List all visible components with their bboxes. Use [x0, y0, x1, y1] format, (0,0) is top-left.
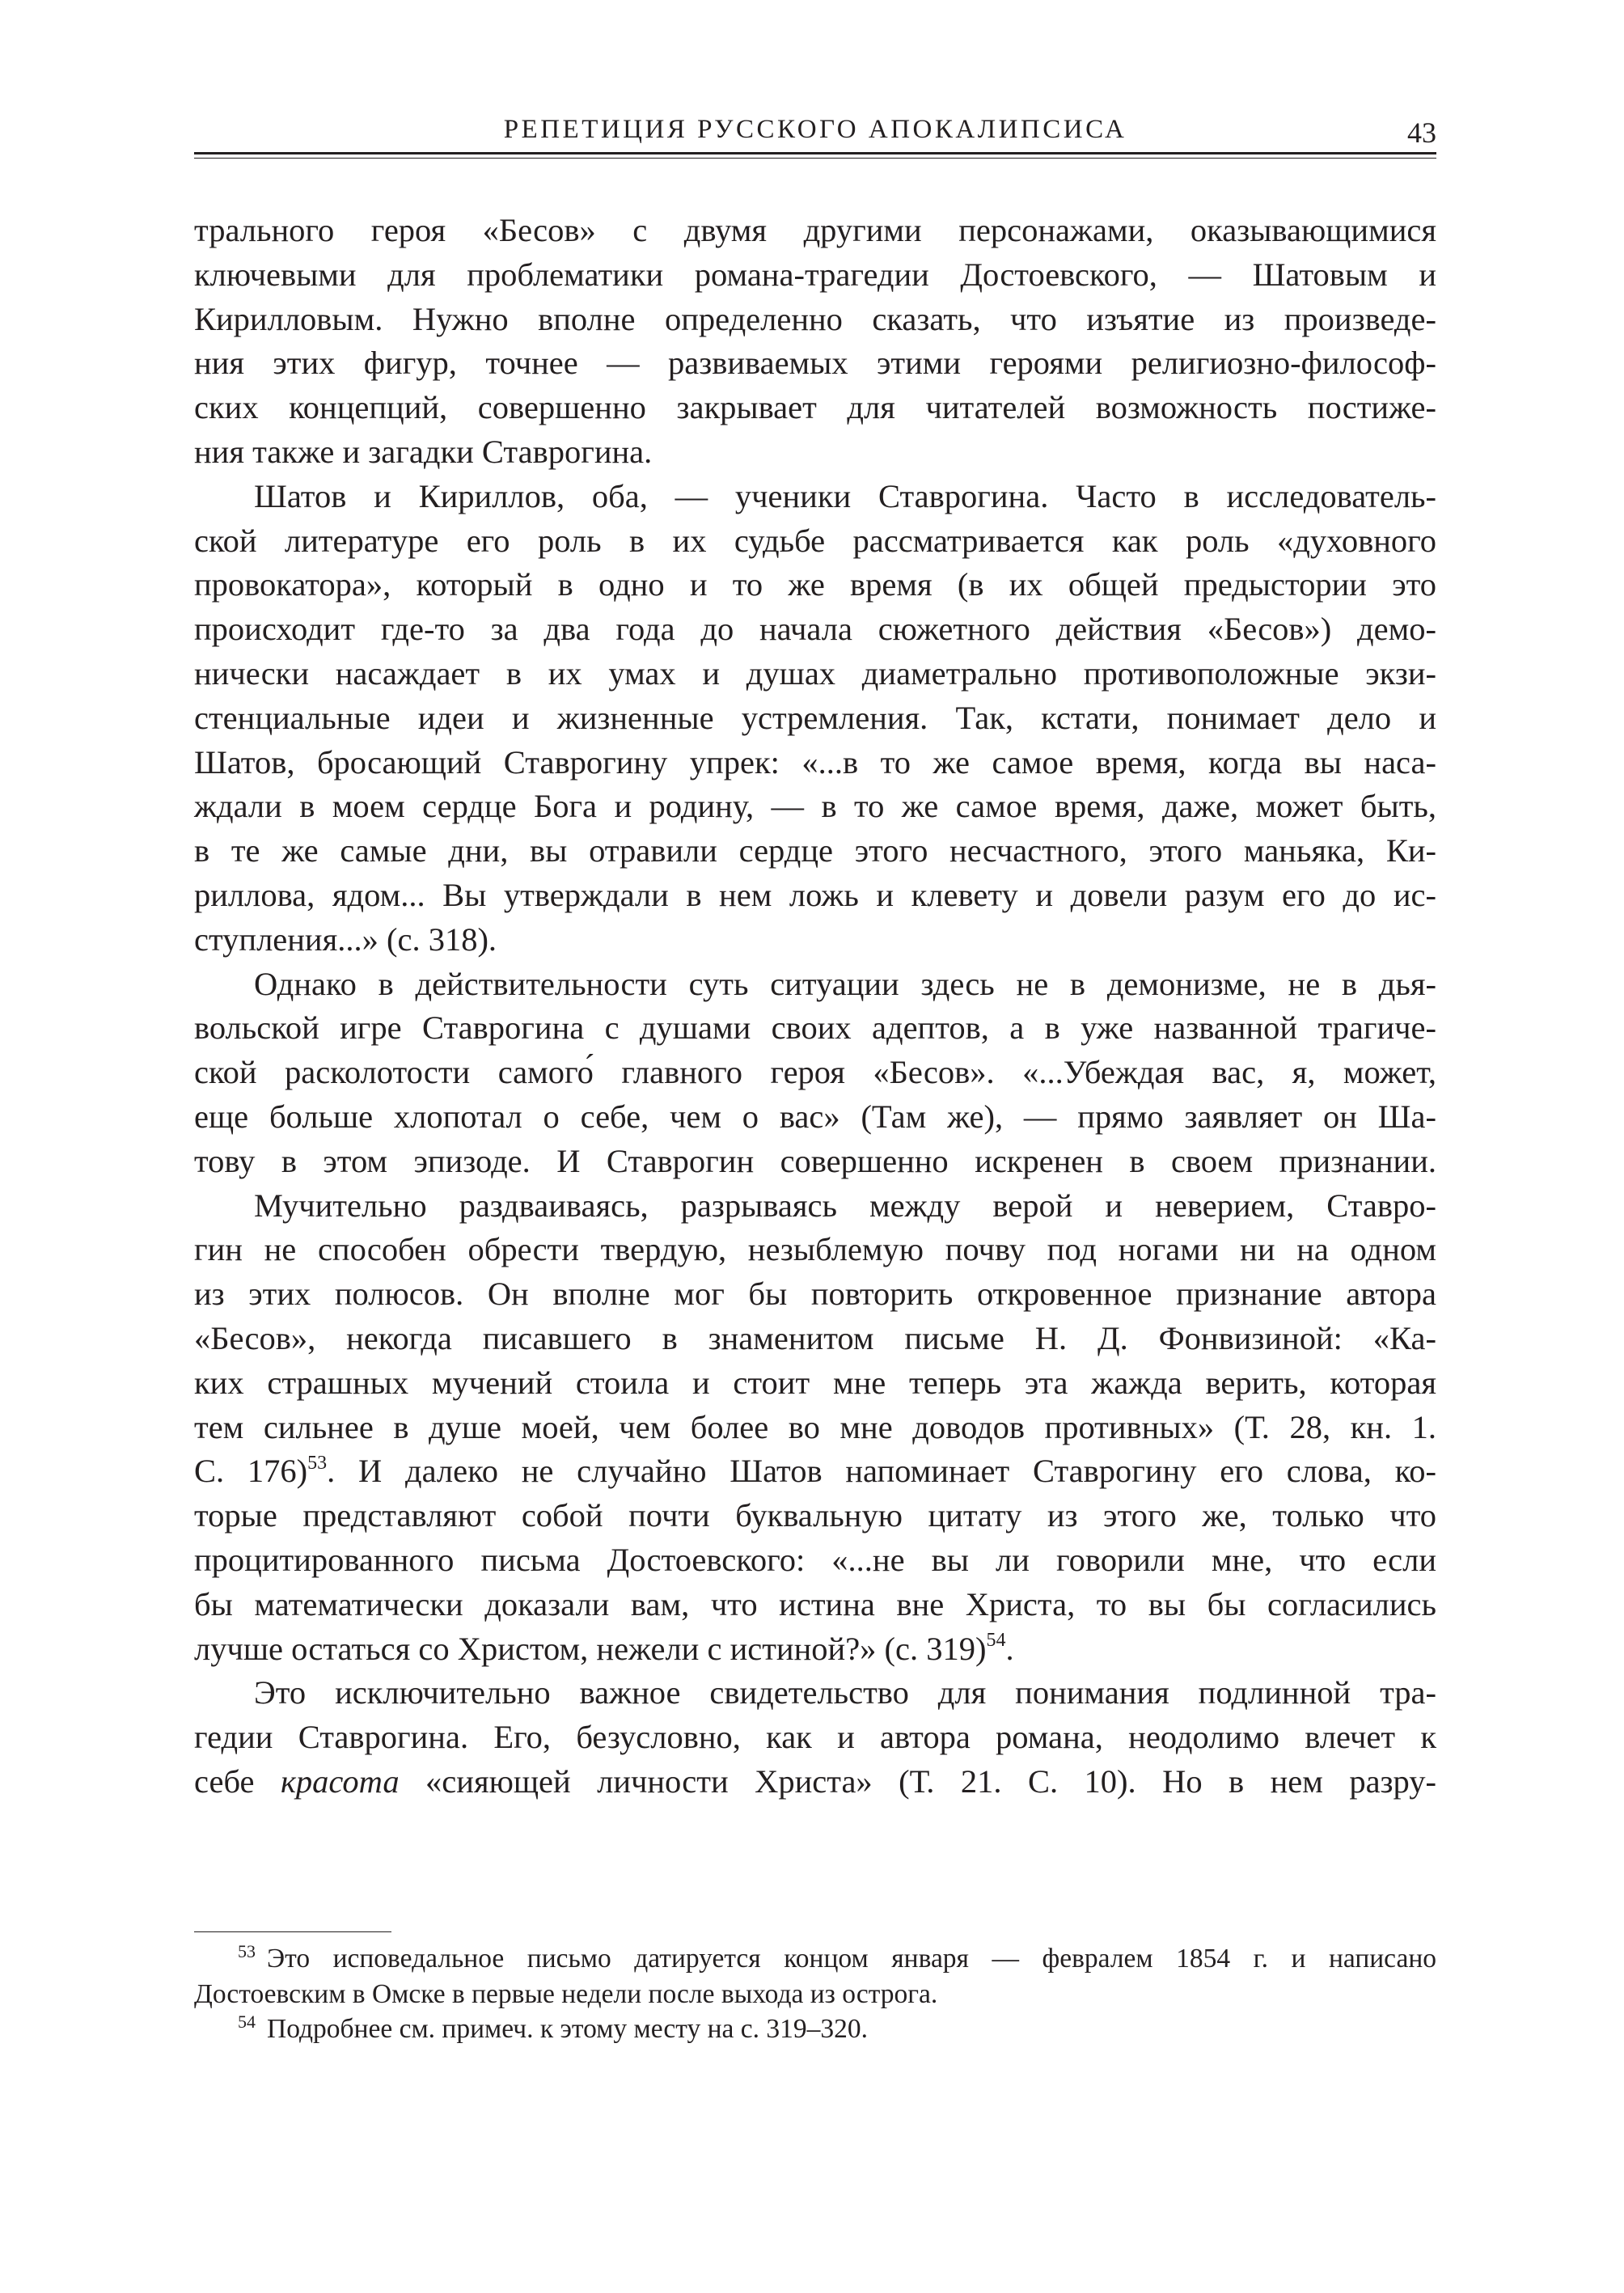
- footnote-ref-54[interactable]: 54: [986, 1630, 1006, 1651]
- text-line: провокатора», который в одно и то же время (в их общей предыстории это: [194, 566, 1436, 603]
- footnotes: [194, 1941, 1436, 2047]
- text-line: [194, 1449, 1436, 1494]
- text-line: ких страшных мучений стоила и стоит мне теперь эта жажда верить, которая: [194, 1364, 1436, 1401]
- text-line: [194, 1627, 1436, 1672]
- footnote-number: 54: [238, 2011, 256, 2032]
- text-line: Шатов и Кириллов, оба, — ученики Ставрогина. Часто в исследователь-: [254, 477, 1436, 514]
- text-line: ской литературе его роль в их судьбе рассматривается как роль «духовного: [194, 522, 1436, 559]
- text-line: Это исключительно важное свидетельство для понимания подлинной тра-: [254, 1674, 1436, 1711]
- text-line: трального героя «Бесов» с двумя другими персонажами, оказывающимися: [194, 212, 1436, 248]
- text-line: стенциальные идеи и жизненные устремления. Так, кстати, понимает дело и: [194, 699, 1436, 736]
- footnote-separator: [194, 1931, 391, 1932]
- text-line: в те же самые дни, вы отравили сердце этого несчастного, этого маньяка, Ки-: [194, 832, 1436, 869]
- text-line: ждали в моем сердце Бога и родину, — в то же самое время, даже, может быть,: [194, 788, 1436, 825]
- text-line: ской расколотости самого́ главного героя «Бесов». «...Убеждая вас, я, может,: [194, 1054, 1436, 1091]
- text-line: Однако в действительности суть ситуации здесь не в демонизме, не в дья-: [254, 965, 1436, 1002]
- text-line: риллова, ядом... Вы утверждали в нем ложь и клевету и довели разум его до ис-: [194, 876, 1436, 913]
- footnote-ref-53[interactable]: 53: [307, 1452, 328, 1474]
- text-line: «Бесов», некогда писавшего в знаменитом письме Н. Д. Фонвизиной: «Ка-: [194, 1319, 1436, 1356]
- text-span: .: [1005, 1630, 1014, 1667]
- main-text: [194, 209, 1436, 1804]
- running-title: РЕПЕТИЦИЯ РУССКОГО АПОКАЛИПСИСА: [503, 115, 1127, 144]
- text-line: происходит где-то за два года до начала сюжетного действия «Бесов») демо-: [194, 611, 1436, 648]
- text-line: Кирилловым. Нужно вполне определенно сказать, что изъятие из произведе-: [194, 300, 1436, 337]
- text-span: С. 176): [194, 1453, 308, 1490]
- footnote-text: Это исповедальное письмо датируется концом января — февралем 1854 г. и написано: [267, 1944, 1436, 1974]
- footnote-number: 53: [238, 1940, 256, 1961]
- text-line: ских концепций, совершенно закрывает для читателей возможность постиже-: [194, 389, 1436, 426]
- text-line: вольской игре Ставрогина с душами своих адептов, а в уже названной трагиче-: [194, 1009, 1436, 1047]
- text-span: лучше остаться со Христом, нежели с истиной?» (с. 319): [194, 1630, 987, 1667]
- text-line: тову в этом эпизоде. И Ставрогин совершенно искренен в своем признании.: [194, 1142, 1436, 1179]
- text-line: бы математически доказали вам, что истина вне Христа, то вы бы согласились: [194, 1585, 1436, 1622]
- text-line: [194, 1760, 1436, 1804]
- text-line: гин не способен обрести твердую, незыблемую почву под ногами ни на одном: [194, 1231, 1436, 1268]
- text-line: гедии Ставрогина. Его, безусловно, как и автора романа, неодолимо влечет к: [194, 1719, 1436, 1756]
- header-rule-thin: [194, 158, 1436, 159]
- text-line: процитированного письма Достоевского: «...не вы ли говорили мне, что если: [194, 1541, 1436, 1578]
- text-line: еще больше хлопотал о себе, чем о вас» (Там же), — прямо заявляет он Ша-: [194, 1098, 1436, 1135]
- footnote-54: [194, 2012, 1436, 2047]
- running-header: [194, 112, 1436, 152]
- text-line: Мучительно раздваиваясь, разрываясь между верой и неверием, Ставро-: [254, 1187, 1436, 1224]
- text-line: ключевыми для проблематики романа-трагедии Достоевского, — Шатовым и: [194, 256, 1436, 293]
- header-rule-thick: [194, 152, 1436, 154]
- text-line: нически насаждает в их умах и душах диаметрально противоположные экзи-: [194, 654, 1436, 692]
- page-number: 43: [1407, 116, 1436, 149]
- text-line: тем сильнее в душе моей, чем более во мне доводов противных» (Т. 28, кн. 1.: [194, 1408, 1436, 1445]
- footnote-text: Достоевским в Омске в первые недели после выхода из острога.: [194, 1978, 938, 2009]
- text-line: из этих полюсов. Он вполне мог бы повторить откровенное признание автора: [194, 1276, 1436, 1313]
- footnote-53: [194, 1941, 1436, 1977]
- text-line: ступления...» (с. 318).: [194, 920, 497, 958]
- text-span: «сияющей личности Христа» (Т. 21. С. 10). Но в нем разру-: [399, 1762, 1437, 1800]
- text-line: ния также и загадки Ставрогина.: [194, 433, 653, 470]
- text-line: торые представляют собой почти буквальную цитату из этого же, только что: [194, 1497, 1436, 1534]
- emphasis-word: красота: [280, 1762, 400, 1800]
- text-line: Шатов, бросающий Ставрогину упрек: «...в то же самое время, когда вы наса-: [194, 743, 1436, 781]
- text-line: ния этих фигур, точнее — развиваемых этими героями религиозно-философ-: [194, 345, 1436, 382]
- text-span: . И далеко не случайно Шатов напоминает Ставрогину его слова, ко-: [327, 1453, 1436, 1490]
- footnote-text: Подробнее см. примеч. к этому месту на с. 319–320.: [267, 2014, 869, 2044]
- text-span: себе: [194, 1762, 281, 1800]
